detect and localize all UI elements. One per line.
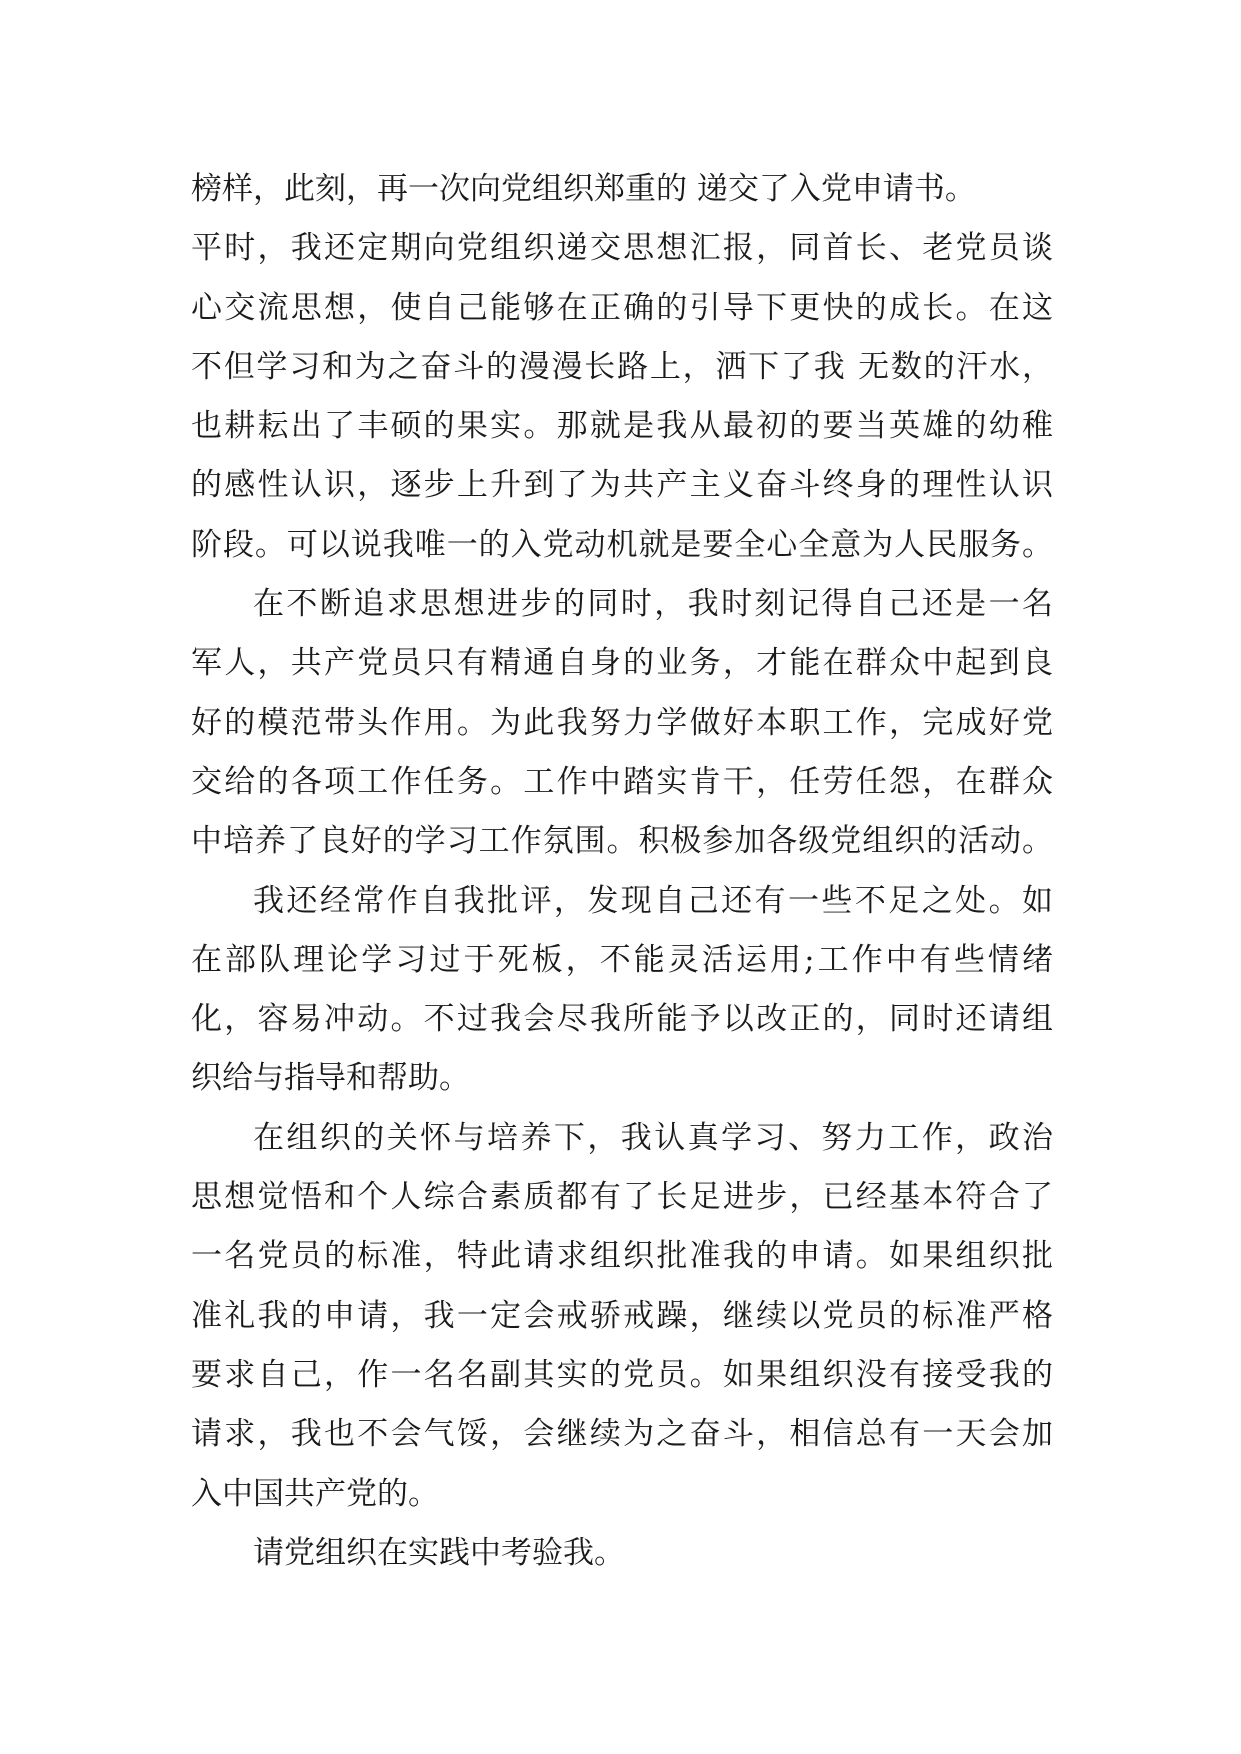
text-line: 请求，我也不会气馁，会继续为之奋斗，相信总有一天会加 — [191, 1416, 1053, 1453]
paragraph-first-line: 在不断追求思想进步的同时，我时刻记得自己还是一名 — [253, 586, 1053, 623]
text-line: 心交流思想，使自己能够在正确的引导下更快的成长。在这 — [191, 289, 1053, 326]
paragraph-first-line: 我还经常作自我批评，发现自己还有一些不足之处。如 — [253, 882, 1053, 919]
text-line: 中培养了良好的学习工作氛围。积极参加各级党组织的活动。 — [191, 823, 1053, 860]
paragraph-first-line: 请党组织在实践中考验我。 — [253, 1534, 625, 1571]
text-line: 准礼我的申请，我一定会戒骄戒躁，继续以党员的标准严格 — [191, 1297, 1053, 1334]
text-line: 思想觉悟和个人综合素质都有了长足进步，已经基本符合了 — [191, 1179, 1053, 1216]
document-body — [191, 160, 1053, 1583]
text-line: 交给的各项工作任务。工作中踏实肯干，任劳任怨，在群众 — [191, 763, 1053, 800]
text-line: 平时，我还定期向党组织递交思想汇报，同首长、老党员谈 — [191, 230, 1053, 267]
text-line: 入中国共产党的。 — [191, 1475, 439, 1512]
text-line: 一名党员的标准，特此请求组织批准我的申请。如果组织批 — [191, 1238, 1053, 1275]
text-line: 不但学习和为之奋斗的漫漫长路上，洒下了我 无数的汗水， — [191, 348, 1053, 385]
paragraph-first-line: 在组织的关怀与培养下，我认真学习、努力工作，政治 — [253, 1119, 1053, 1156]
text-line: 也耕耘出了丰硕的果实。那就是我从最初的要当英雄的幼稚 — [191, 408, 1053, 445]
text-line: 的感性认识，逐步上升到了为共产主义奋斗终身的理性认识 — [191, 467, 1053, 504]
text-line: 军人，共产党员只有精通自身的业务，才能在群众中起到良 — [191, 645, 1053, 682]
text-line: 榜样，此刻，再一次向党组织郑重的 递交了入党申请书。 — [191, 171, 976, 207]
text-line: 阶段。可以说我唯一的入党动机就是要全心全意为人民服务。 — [191, 526, 1053, 563]
text-line: 好的模范带头作用。为此我努力学做好本职工作，完成好党 — [191, 704, 1053, 741]
text-line: 在部队理论学习过于死板，不能灵活运用;工作中有些情绪 — [191, 941, 1053, 978]
text-line: 化，容易冲动。不过我会尽我所能予以改正的，同时还请组 — [191, 1001, 1053, 1038]
text-line: 织给与指导和帮助。 — [191, 1060, 470, 1097]
text-line: 要求自己，作一名名副其实的党员。如果组织没有接受我的 — [191, 1356, 1053, 1393]
